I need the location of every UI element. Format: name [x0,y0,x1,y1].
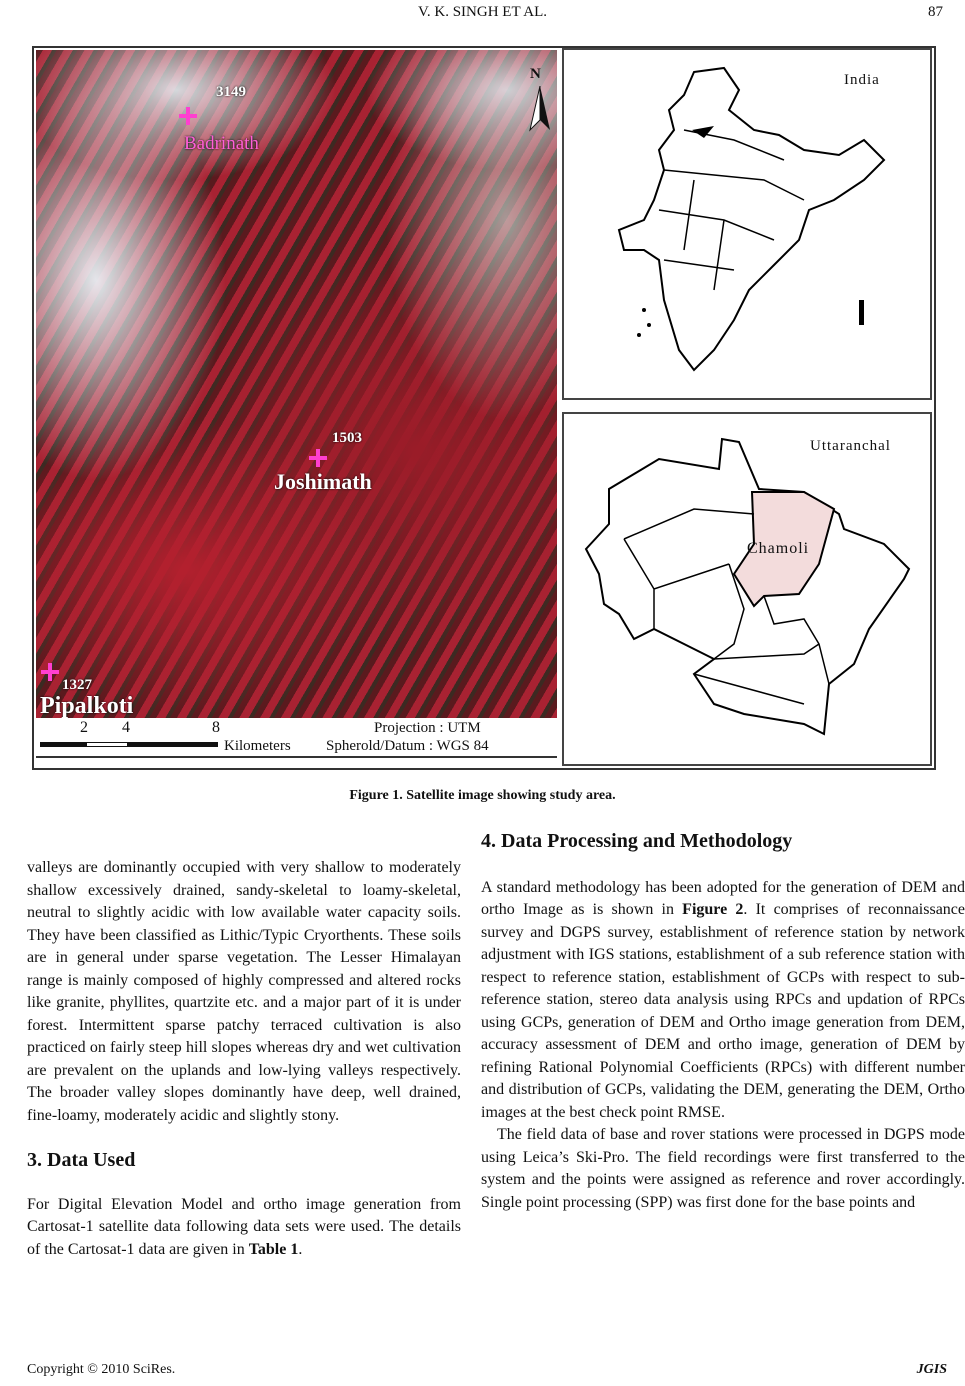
running-title: V. K. SINGH ET AL. [417,4,548,20]
paragraph: valleys are dominantly occupied with very shallow to moderately shallow excessively drained, sandy-skeletal to loamy-skeletal, neutral to slightly acidic with low available water capacity soils. They have been classified as Lithic/Typic Cryorthents. These soils are in general under sparse vegetation. The Lesser Himalayan range is mainly composed of highly compressed and altered rocks like granite, phyllites, quartzite etc. and a major part of it is under forest. Intermittent sparse patchy terraced cultivation is also practiced on fairly steep hill slopes whereas dry and wet cultivation are prevalent on the uplands and low-lying valleys respectively. The broader valley slopes dominantly have deep, well drained, fine-loamy, moderately acidic and slightly stony. [27,859,461,1124]
projection-label: Projection : UTM [374,720,481,736]
table-reference-link[interactable]: Table 1 [248,1240,299,1258]
elevation-label: 1327 [62,677,92,693]
scale-unit: Kilometers [224,738,291,754]
india-map-panel [562,48,932,400]
paragraph: The field data of base and rover stations were processed in DGPS mode using Leica’s Ski-Pro. The field recordings were first transferred to the system and the points were assigned as reference and rover accordingly. Single point processing (SPP) was first done for the base points and [481,1126,965,1211]
district-label: Chamoli [747,540,810,557]
paragraph: A standard methodology has been adopted for the generation of DEM and ortho Image as is shown in Figure 2. It comprises of reconnaissance survey and DGPS survey, establishment of reference station by network adjustment with IGS stations, establishment of a sub reference station with respect to reference station, establishment of GCPs with respect to sub-reference station, stereo data analysis using RPCs and updation of RPCs using GCPs, generation of DEM and Ortho image generation from DEM, accuracy assessment of DEM and ortho image, generation of DEM by refining Rational Polynomial Coefficients (RPCs) with different number and distribution of GCPs, validating the DEM, generating the DEM, Ortho images at the best check point RMSE. [481,878,965,1121]
uttaranchal-map [564,414,930,764]
datum-label: Spherold/Datum : WGS 84 [326,738,489,754]
page-number: 87 [928,4,943,20]
paragraph: For Digital Elevation Model and ortho image generation from Cartosat-1 satellite data following data sets were used. The details of the Cartosat-1 data are given in Table 1. [27,1195,461,1258]
state-label: Uttaranchal [810,438,891,454]
figure-reference-link[interactable]: Figure 2 [682,901,744,918]
figure-1 [32,46,936,770]
north-arrow-icon [528,86,552,132]
location-marker-icon [40,662,60,682]
location-marker-icon [178,106,198,126]
right-column [481,830,965,1214]
section-heading: 3. Data Used [27,1149,136,1171]
scale-tick: 8 [212,719,220,736]
north-label: N [530,66,541,82]
scale-tick: 4 [122,719,130,736]
left-column [27,857,461,1261]
figure-caption: Figure 1. Satellite image showing study area. [349,788,616,803]
location-marker-icon [308,448,328,468]
elevation-label: 3149 [216,84,246,100]
section-heading: 4. Data Processing and Methodology [481,830,793,852]
india-map [564,50,930,398]
place-label: Badrinath [184,133,259,154]
journal-name: JGIS [916,1362,947,1377]
satellite-image [36,50,557,718]
page-footer [27,1362,947,1378]
place-label: Pipalkoti [40,693,134,718]
india-label: India [844,72,880,88]
copyright: Copyright © 2010 SciRes. [27,1362,176,1377]
scale-legend [36,718,557,758]
elevation-label: 1503 [332,430,362,446]
place-label: Joshimath [274,469,372,494]
scale-tick: 2 [80,719,88,736]
uttaranchal-map-panel [562,412,932,766]
